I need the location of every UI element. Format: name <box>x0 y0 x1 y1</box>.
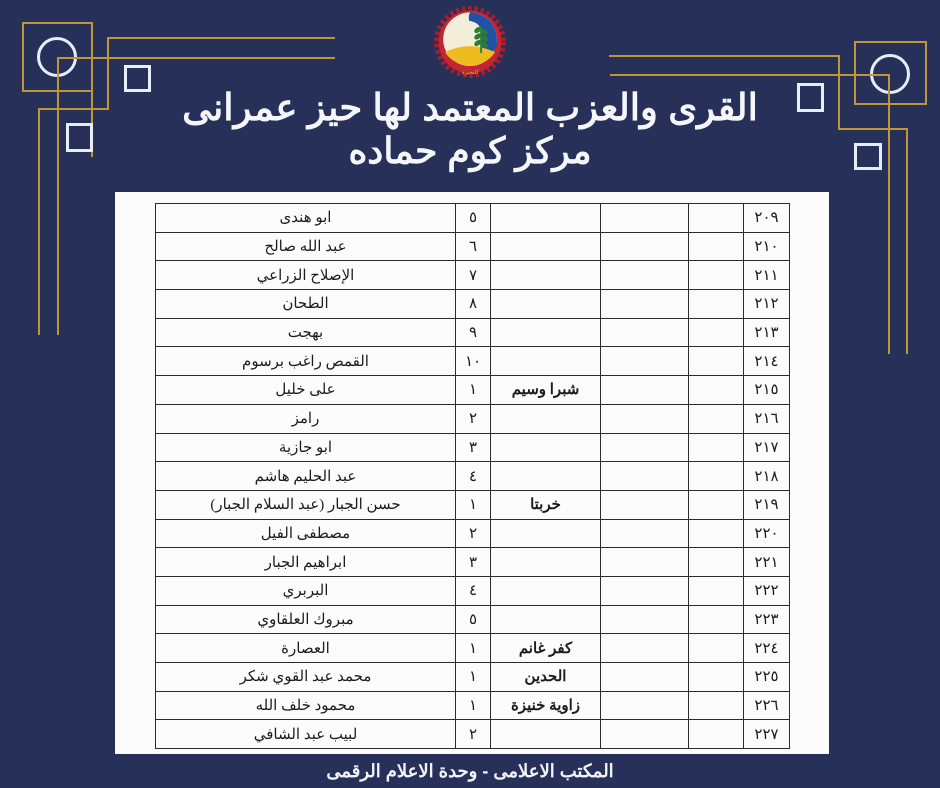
village-cell <box>491 404 601 433</box>
name-cell: الإصلاح الزراعي <box>156 261 456 290</box>
empty-cell <box>689 318 744 347</box>
empty-cell <box>689 519 744 548</box>
empty-cell <box>689 490 744 519</box>
number-cell: ٧ <box>456 261 491 290</box>
number-cell: ١ <box>456 663 491 692</box>
empty-cell <box>601 347 689 376</box>
number-cell: ٩ <box>456 318 491 347</box>
empty-cell <box>601 290 689 319</box>
village-cell: شبرا وسيم <box>491 376 601 405</box>
empty-cell <box>601 634 689 663</box>
empty-cell <box>689 663 744 692</box>
number-cell: ٤ <box>456 576 491 605</box>
table-row <box>156 576 790 605</box>
table-row <box>156 462 790 491</box>
table-row <box>156 404 790 433</box>
empty-cell <box>601 462 689 491</box>
number-cell: ١ <box>456 376 491 405</box>
village-cell <box>491 318 601 347</box>
logo-bottom-text: البحيرة <box>461 69 479 76</box>
table-row <box>156 663 790 692</box>
footer-credit: المكتب الاعلامى - وحدة الاعلام الرقمى <box>326 760 614 781</box>
empty-cell <box>601 490 689 519</box>
table-row <box>156 519 790 548</box>
number-cell: ١ <box>456 634 491 663</box>
table-row <box>156 548 790 577</box>
gold-line-decoration <box>107 37 335 39</box>
serial-cell: ٢١٩ <box>744 490 790 519</box>
gold-square-decoration-left <box>22 22 93 92</box>
serial-cell: ٢١٠ <box>744 232 790 261</box>
number-cell: ٥ <box>456 204 491 233</box>
empty-cell <box>689 232 744 261</box>
empty-cell <box>601 720 689 749</box>
empty-cell <box>601 519 689 548</box>
beheira-logo <box>433 3 507 81</box>
number-cell: ٨ <box>456 290 491 319</box>
name-cell: ابو هندى <box>156 204 456 233</box>
village-cell <box>491 605 601 634</box>
empty-cell <box>601 404 689 433</box>
serial-cell: ٢٢٦ <box>744 691 790 720</box>
gold-line-decoration <box>57 57 335 59</box>
serial-cell: ٢١٨ <box>744 462 790 491</box>
empty-cell <box>601 204 689 233</box>
table-row <box>156 290 790 319</box>
number-cell: ٢ <box>456 519 491 548</box>
empty-cell <box>689 433 744 462</box>
serial-cell: ٢٢٥ <box>744 663 790 692</box>
empty-cell <box>601 433 689 462</box>
village-cell: كفر غانم <box>491 634 601 663</box>
name-cell: الطحان <box>156 290 456 319</box>
number-cell: ٣ <box>456 548 491 577</box>
name-cell: القمص راغب برسوم <box>156 347 456 376</box>
village-cell <box>491 548 601 577</box>
empty-cell <box>689 347 744 376</box>
table-row <box>156 433 790 462</box>
empty-cell <box>689 691 744 720</box>
table-row <box>156 347 790 376</box>
empty-cell <box>601 691 689 720</box>
empty-cell <box>689 720 744 749</box>
table-row <box>156 605 790 634</box>
name-cell: رامز <box>156 404 456 433</box>
circle-decoration-left <box>37 37 77 77</box>
name-cell: مصطفى الفيل <box>156 519 456 548</box>
serial-cell: ٢٢٠ <box>744 519 790 548</box>
empty-cell <box>689 462 744 491</box>
table-row <box>156 318 790 347</box>
name-cell: عبد الحليم هاشم <box>156 462 456 491</box>
number-cell: ٣ <box>456 433 491 462</box>
title-block <box>0 86 940 172</box>
empty-cell <box>601 232 689 261</box>
number-cell: ١ <box>456 490 491 519</box>
table-row <box>156 376 790 405</box>
village-cell <box>491 720 601 749</box>
serial-cell: ٢١١ <box>744 261 790 290</box>
empty-cell <box>601 663 689 692</box>
serial-cell: ٢٢٢ <box>744 576 790 605</box>
footer-bar <box>0 754 940 788</box>
serial-cell: ٢١٢ <box>744 290 790 319</box>
empty-cell <box>601 605 689 634</box>
village-cell <box>491 290 601 319</box>
serial-cell: ٢١٣ <box>744 318 790 347</box>
empty-cell <box>689 605 744 634</box>
empty-cell <box>601 261 689 290</box>
name-cell: البربري <box>156 576 456 605</box>
name-cell: محمود خلف الله <box>156 691 456 720</box>
village-cell <box>491 519 601 548</box>
serial-cell: ٢٢٤ <box>744 634 790 663</box>
name-cell: مبروك العلقاوي <box>156 605 456 634</box>
page-title: القرى والعزب المعتمد لها حيز عمرانى <box>182 87 758 128</box>
village-cell: الحدين <box>491 663 601 692</box>
village-cell <box>491 576 601 605</box>
gold-line-decoration <box>609 55 840 57</box>
serial-cell: ٢٢٣ <box>744 605 790 634</box>
gold-line-decoration <box>610 74 890 76</box>
empty-cell <box>689 548 744 577</box>
name-cell: عبد الله صالح <box>156 232 456 261</box>
name-cell: لبيب عبد الشافي <box>156 720 456 749</box>
number-cell: ٢ <box>456 404 491 433</box>
serial-cell: ٢١٤ <box>744 347 790 376</box>
number-cell: ١٠ <box>456 347 491 376</box>
empty-cell <box>689 204 744 233</box>
serial-cell: ٢١٧ <box>744 433 790 462</box>
villages-table <box>155 203 790 749</box>
serial-cell: ٢٠٩ <box>744 204 790 233</box>
table-row <box>156 691 790 720</box>
name-cell: ابو جازية <box>156 433 456 462</box>
empty-cell <box>689 634 744 663</box>
village-cell <box>491 204 601 233</box>
village-cell <box>491 462 601 491</box>
empty-cell <box>689 404 744 433</box>
empty-cell <box>689 576 744 605</box>
table-row <box>156 232 790 261</box>
empty-cell <box>601 576 689 605</box>
empty-cell <box>601 548 689 577</box>
serial-cell: ٢٢٧ <box>744 720 790 749</box>
name-cell: العصارة <box>156 634 456 663</box>
serial-cell: ٢٢١ <box>744 548 790 577</box>
village-cell <box>491 347 601 376</box>
empty-cell <box>689 290 744 319</box>
empty-cell <box>689 376 744 405</box>
beheira-logo-emblem <box>433 3 507 81</box>
name-cell: بهجت <box>156 318 456 347</box>
table-row <box>156 261 790 290</box>
table-row <box>156 204 790 233</box>
number-cell: ١ <box>456 691 491 720</box>
empty-cell <box>689 261 744 290</box>
name-cell: ابراهيم الجبار <box>156 548 456 577</box>
name-cell: محمد عبد القوي شكر <box>156 663 456 692</box>
village-cell: خربتا <box>491 490 601 519</box>
number-cell: ٤ <box>456 462 491 491</box>
village-cell <box>491 261 601 290</box>
document-sheet <box>115 192 829 754</box>
village-cell: زاوية خنيزة <box>491 691 601 720</box>
empty-cell <box>601 376 689 405</box>
table-row <box>156 490 790 519</box>
table-row <box>156 634 790 663</box>
page-subtitle: مركز كوم حماده <box>348 130 592 171</box>
empty-cell <box>601 318 689 347</box>
village-cell <box>491 433 601 462</box>
name-cell: حسن الجبار (عبد السلام الجبار) <box>156 490 456 519</box>
serial-cell: ٢١٥ <box>744 376 790 405</box>
number-cell: ٦ <box>456 232 491 261</box>
table-row <box>156 720 790 749</box>
serial-cell: ٢١٦ <box>744 404 790 433</box>
village-cell <box>491 232 601 261</box>
number-cell: ٥ <box>456 605 491 634</box>
name-cell: على خليل <box>156 376 456 405</box>
number-cell: ٢ <box>456 720 491 749</box>
